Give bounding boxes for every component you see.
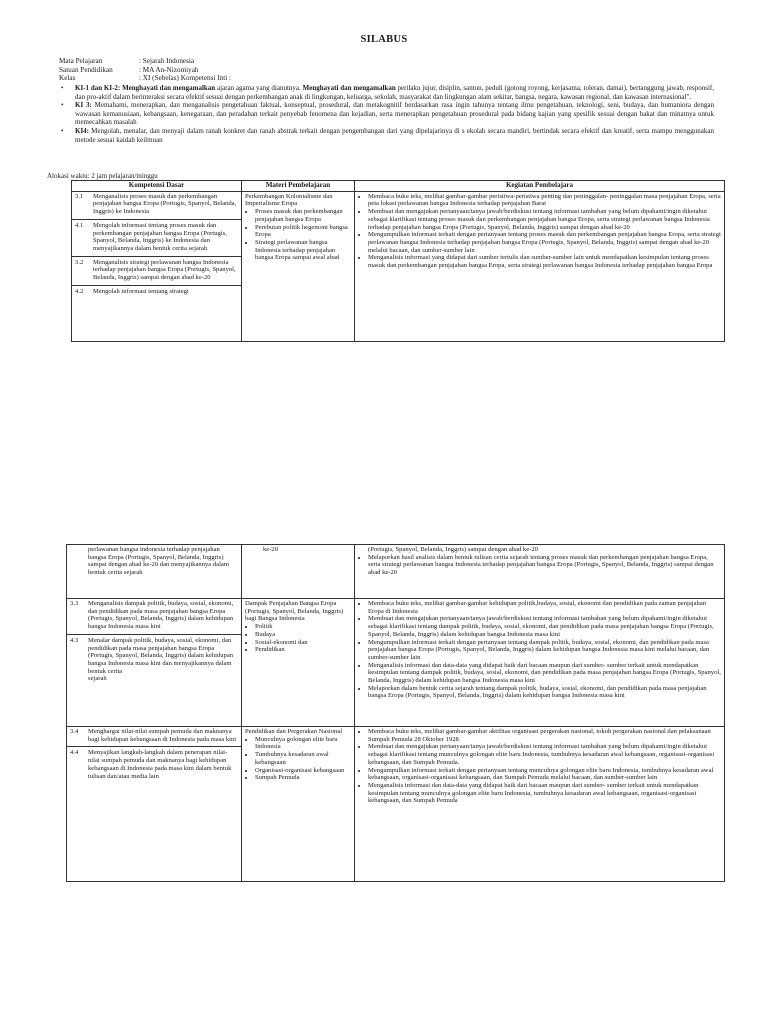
materi-cell	[242, 599, 355, 727]
table-row	[67, 727, 725, 882]
list-item: • Mengumpulkan informasi terkait dengan pertanyaan tentang munculnya golongan elite baru Indonesia, tumbuhnya kesadaran awal kebangsaan, organisasi-organisasi kebangsaan, dan Sumpah Pemuda melalui bacaan, dan sumber-sumber lain	[368, 767, 721, 782]
info-row-school	[59, 66, 231, 75]
kd-cell	[67, 599, 242, 727]
divider	[72, 285, 241, 286]
kd-number: 3.1	[75, 192, 84, 200]
page-title: SILABUS	[360, 34, 408, 45]
kd-text: Menganalisis dampak politik, budaya, sosial, ekonomi, dan pendidikan pada masa penjajahan bangsa Eropa (Portugis, Spanyol, Belanda, Inggris) dalam kehidupan bangsa Indonesia masa kini	[88, 600, 234, 631]
list-item: • Melaporkan dalam bentuk cerita sejarah tentang dampak politik, budaya, sosial, ekonomi, dan pendidikan pada masa penjajahan bangsa Eropa (Portugis, Spanyol, Belanda, Inggris) dalam kehidupan bangsa Indonesia masa kini	[368, 685, 721, 700]
materi-list	[245, 208, 351, 262]
list-item: • Membuat dan mengajukan pertanyaan/tanya jawab/berdiskusi tentang informasi tambahan yang belum dipahami/ingin diketahui sebagai klarifikasi tentang proses masuk dan perkembangan penjajahan bangsa Eropa, serta strategi perlawanan bangsa Indonesia terhadap penjajahan bangsa Eropa (Portugis, Spanyol, Belanda, Inggris) sampai dengan abad ke-20	[368, 208, 721, 231]
list-item: • Munculnya golongan elite baru Indonesia	[255, 736, 351, 751]
info-value: : Sejarah Indonesia	[139, 57, 195, 65]
list-item: • Politik	[255, 623, 351, 631]
list-item: • Mengumpulkan informasi terkait dengan pertanyaan tentang dampak politik, budaya, sosial, ekonomi, dan pendidikan pada masa penjajahan bangsa Eropa (Portugis, Spanyol, Belanda, Inggris) dalam kehidupan bangsa Indonesia masa kini melalui bacaan, dan sumber-sumber lain	[368, 639, 721, 662]
list-item: • Membaca buku teks, melihat gambar-gambar aktifitas organisasi pergerakan nasional, tokoh pergerakan nasional dan pelaksanaan Sumpah Pemuda 28 Oktober 1928	[368, 728, 721, 743]
kegiatan-list	[358, 728, 721, 805]
ki-lead: Menghayati dan mengamalkan	[302, 84, 396, 92]
syllabus-table-1	[71, 180, 725, 342]
info-row-subject	[59, 57, 231, 66]
ki-item	[59, 127, 714, 144]
kd-text: perlawanan bangsa indonesia terhadap penjajahan bangsa Eropa (Portugis, Spanyol, Belanda, Inggris) sampai dengan abad ke-20 dan menyajikannya dalam bentuk cerita sejarah	[88, 546, 229, 577]
list-item: • Membaca buku teks, melihat gambar-gambar peristiwa-peristiwa penting dan peninggalan- peninggalan masa penjajahan Eropa, serta peta lokasi perlawanan bangsa Indonesia terhadap penjajahan Barat	[368, 193, 721, 208]
materi-intro: Pendidikan dan Pergerakan Nasional	[245, 728, 343, 735]
list-item: • Strategi perlawanan bangsa Indonesia terhadap penjajahan bangsa Eropa sampai awal abad	[255, 239, 351, 262]
kd-item	[70, 600, 238, 631]
time-allocation: Alokasi waktu: 2 jam pelajaran/minggu	[47, 172, 158, 180]
kd-cell	[72, 191, 242, 341]
kd-item	[70, 675, 238, 683]
list-item: • Menganalisis informasi yang didapat dari sumber tertulis dan sumber-sumber lain untuk mendapatkan kesimpulan tentang proses masuk dan perkembangan penjajahan bangsa Eropa, serta strategi perlawanan bangsa Indonesia terhadap penjajahan bangsa Eropa	[368, 254, 721, 269]
kd-item	[75, 288, 238, 296]
materi-list	[245, 736, 351, 782]
kd-item	[70, 637, 238, 676]
list-item: • Tumbuhnya kesadaran awal kebangsaan	[255, 751, 351, 766]
kd-number: 4.1	[75, 221, 84, 229]
list-item: • Membuat dan mengajukan pertanyaan/tanya jawab/berdiskusi tentang informasi tambahan yang belum dipahami/ingin diketahui sebagai klarifikasi tentang dampak politik, budaya, sosial, ekonomi, dan pendidikan pada masa penjajahan bangsa Eropa (Portugis, Spanyol, Belanda, Inggris) dalam kehidupan bangsa Indonesia masa kini	[368, 615, 721, 638]
kd-text: Menganalisis proses masuk dan perkembangan penjajahan bangsa Eropa (Portugis, Spanyol, Belanda, Inggris) ke Indonesia	[93, 192, 237, 216]
kd-number: 3.2	[75, 258, 84, 266]
info-label: Kelas	[59, 74, 76, 83]
list-item: • Melaporkan hasil analisis dalam bentuk tulisan cerita sejarah tentang proses masuk dan perkembangan penjajahan bangsa Eropa, serta strategi perlawanan bangsa Indonesia terhadap penjajahan bangsa Eropa (Portugis, Spanyol, Belanda, Inggris) sampai dengan abad ke-20	[368, 554, 721, 577]
kd-cell	[67, 727, 242, 882]
materi-intro: Perkembangan Kolonialisme dan Imperialisme Eropa	[245, 192, 333, 208]
materi-cell	[242, 191, 355, 341]
header-kegiatan: Kegiatan Pembelajara	[355, 181, 725, 192]
divider	[72, 256, 241, 257]
kegiatan-list	[358, 554, 721, 577]
kd-item	[70, 728, 238, 743]
ki-text: ajaran agama yang dianutnya.	[215, 84, 303, 92]
list-item: • Proses masuk dan perkembangan penjajahan bangsa Eropa	[255, 208, 351, 223]
ki-lead: KI 3:	[75, 101, 92, 110]
table-header-row	[72, 181, 725, 192]
info-label: Mata Pelajaran	[59, 57, 103, 65]
table-row	[72, 191, 725, 341]
ki-text: Memahami, menerapkan, dan menganalisis pengetahuan faktual, konseptual, prosedural, dan metakognitif berdasarkan rasa ingin tahunya tentang ilmu pengetahuan, teknologi, seni, budaya, dan humaniora dengan wawasan kemanusiaan, kebangsaan, kenegaraan, dan peradaban terkait penyebab fenomena dan kejadian, serta menerapkan pengetahuan prosedural pada bidang kajian yang spesifik sesuai dengan bakat dan minatnya untuk memecahkan masalah	[75, 101, 714, 127]
materi-cell	[242, 545, 355, 599]
kd-item	[70, 749, 238, 780]
syllabus-table-2	[66, 544, 725, 882]
list-item: • Menganalisis informasi dan data-data yang didapat baik dari bacaan maupun dari sumber- sumber terkait untuk mendapatkan kesimpulan tentang munculnya golongan elite baru Indonesia, tumbuhnya kesadaran awal kebangsaan, organisasi-organisasi kebangsaan, dan Sumpah Pemuda	[368, 782, 721, 805]
kd-text: Menalar dampak politik, budaya, sosial, ekonomi, dan pendidikan pada masa penjajahan bangsa Eropa (Portugis, Spanyol, Belanda, Inggris) dalam kehidupan bangsa Indonesia masa kini dan menyajikannya dalam bentuk cerita	[88, 636, 234, 675]
list-item: • Budaya	[255, 631, 351, 639]
table-row	[67, 599, 725, 727]
kd-item	[75, 193, 238, 216]
materi-intro: ke-20	[263, 546, 279, 553]
ki-text: perilaku jujur, disiplin, santun, peduli (gotong royong, kerjasama, toleran, damai), bertanggung jawab, responsif, dan pro-aktif dalam berinteraksi secara efektif sesuai dengan perkembangan anak di lingkungan, keluarga, sekolah, masyarakat dan lingkungan alam sekitar, bangsa, negara, kawasan regional, dan kawasan internasional".	[75, 84, 715, 101]
kegiatan-cell	[355, 727, 725, 882]
kd-number: 4.2	[75, 287, 84, 295]
kegiatan-list	[358, 600, 721, 700]
kd-number: 3.3	[70, 600, 79, 607]
kd-text: Menganalisis strategi perlawanan bangsa Indonesia terhadap penjajahan bangsa Eropa (Portugis, Spanyol, Belanda, Inggris) sampai dengan abad ke-20	[93, 258, 236, 282]
kegiatan-list	[358, 193, 721, 270]
materi-list	[245, 623, 351, 654]
materi-cell	[242, 727, 355, 882]
info-value: : MA An-Nizomiyah	[139, 65, 199, 74]
subject-info	[59, 57, 231, 83]
core-competency-list	[59, 84, 714, 144]
header-kompetensi-dasar: Kompetensi Dasar	[72, 181, 242, 192]
info-label: Satuan Pendidikan	[59, 65, 113, 74]
kegiatan-cell	[355, 191, 725, 341]
list-item: • Menganalisis informasi dan data-data yang didapat baik dari bacaan maupun dari sumber- sumber terkait untuk mendapatkan kesimpulan tentang dampak politik, budaya, sosial, ekonomi, dan pendidikan pada masa penjajahan bangsa Eropa (Portugis, Spanyol, Belanda, Inggris) dalam kehidupan bangsa Indonesia masa kini	[368, 662, 721, 685]
divider	[67, 746, 241, 747]
kd-text: Mengolah informasi tentang proses masuk dan perkembangan penjajahan bangsa Eropa (Portugis, Spanyol, Belanda, Inggris) ke Indonesia dan menyajikannya dalam bentuk cerita sejarah	[93, 221, 227, 252]
list-item: • Pendidikan	[255, 646, 351, 654]
info-row-class	[59, 74, 231, 83]
ki-item	[59, 84, 714, 101]
list-item: • Perebutan politik hegemoni bangsa Eropa	[255, 224, 351, 239]
header-materi: Materi Pembelajaran	[242, 181, 355, 192]
kd-number: 3.4	[70, 728, 79, 735]
kegiatan-continued: (Portugis, Spanyol, Belanda, Inggris) sampai dengan abad ke-20	[368, 546, 538, 553]
ki-text: Mengolah, menalar, dan menyaji dalam ranah konkret dan ranah abstrak terkait dengan pengembangan dari yang dipelajarinya di s ekolah secara mandiri, bertindak secara efektif dan kreatif, serta mampu menggunakan metode sesuai kaidah keilmuan	[75, 126, 714, 144]
list-item: • Mengumpulkan informasi terkait dengan pertanyaan tentang proses masuk dan perkembangan penjajahan bangsa Eropa, serta strategi perlawanan bangsa Indonesia terhadap penjajahan bangsa Eropa (Portugis, Spanyol, Belanda, Inggris) sampai dengan abad ke-20 melalui bacaan, dan sumber-sumber lain	[368, 231, 721, 254]
kegiatan-cell	[355, 545, 725, 599]
kd-number: 4.3	[70, 636, 79, 644]
kd-cell	[67, 545, 242, 599]
list-item: • Sosial-ekonomi dan	[255, 639, 351, 647]
materi-intro: Dampak Penjajahan Bangsa Eropa (Portugis, Spanyol, Belanda, Inggris) bagi Bangsa Indonesia	[245, 600, 344, 623]
kd-item	[75, 259, 238, 282]
ki-item	[59, 101, 714, 127]
ki-lead: KI4:	[75, 126, 89, 135]
kd-text: Mengolah informasi tentang strategi	[93, 287, 189, 295]
divider	[72, 219, 241, 220]
list-item: • Organisasi-organisasi kebangsaan	[255, 767, 351, 775]
kd-number: 4.4	[70, 749, 79, 757]
divider	[67, 634, 241, 635]
info-value: : XI (Sebelas) Kompetensi Inti :	[139, 74, 232, 83]
list-item: • Membuat dan mengajukan pertanyaan/tanya jawab/berdiskusi tentang informasi tambahan yang belum dipahami/ingin diketahui sebagai klarifikasi tentang munculnya golongan elite baru Indonesia, tumbuhnya kesadaran awal kebangsaan, organisasi-organisasi kebangsaan, dan Sumpah Pemuda.	[368, 743, 721, 766]
list-item: • Sumpah Pemuda	[255, 774, 351, 782]
kd-text: Menyajikan langkah-langkah dalam penerapan nilai-nilai sumpah pemuda dan maknanya bagi kehidupan kebangsaan di Indonesia pada masa kini dalam bentuk tulisan dan/atau media lain	[88, 749, 232, 780]
kd-text: Menghargai nilai-nilai sumpah pemuda dan maknanya bagi kehidupan kebangsaan di Indonesia pada masa kini	[88, 728, 237, 743]
list-item: • Membaca buku teks, melihat gambar-gambar kehidupan politik,budaya, sosial, ekonomi dan pendidikan pada zaman penjajahan Eropa di Indonesia	[368, 600, 721, 615]
kd-text: sejarah	[88, 675, 107, 683]
table-row	[67, 545, 725, 599]
kegiatan-cell	[355, 599, 725, 727]
ki-lead: KI-1 dan KI-2: Menghayati dan mengamalkan	[75, 84, 216, 92]
kd-item	[75, 222, 238, 253]
kd-number	[70, 675, 88, 683]
